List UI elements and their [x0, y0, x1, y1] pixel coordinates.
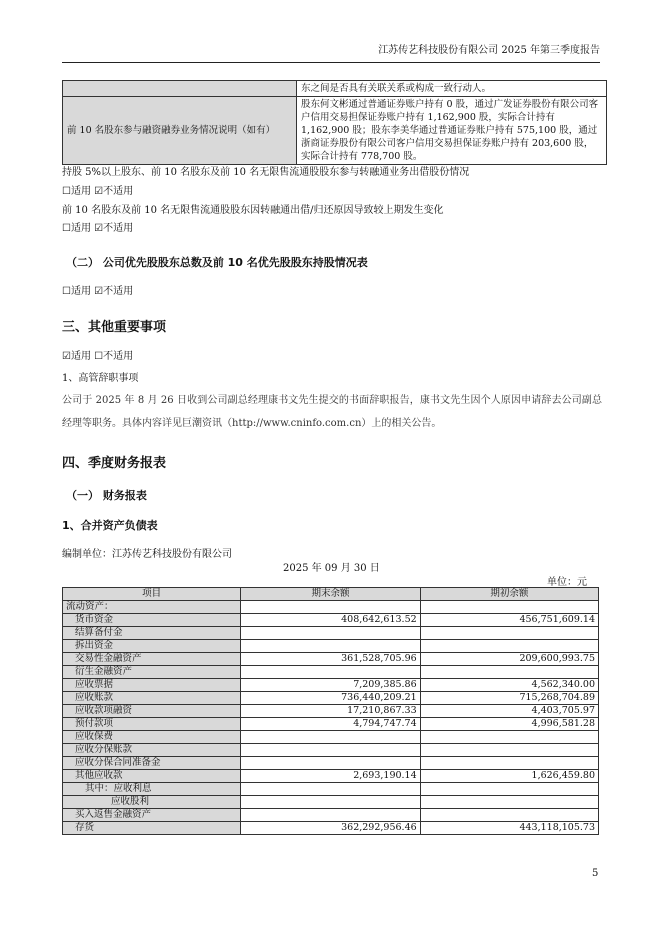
end-balance	[241, 744, 420, 757]
start-balance	[420, 796, 598, 809]
other-matters-option: ☑适用 ☐不适用	[62, 351, 134, 362]
table-row	[63, 744, 599, 757]
start-balance	[420, 731, 598, 744]
end-balance	[241, 783, 420, 796]
row-name: 应收分保账款	[63, 744, 241, 757]
start-balance: 443,118,105.73	[420, 822, 598, 835]
row-name: 流动资产：	[63, 601, 241, 614]
start-balance: 715,268,704.89	[420, 692, 598, 705]
row-name: 拆出资金	[63, 640, 241, 653]
row-name: 应收股利	[63, 796, 241, 809]
table-row	[63, 757, 599, 770]
table-row	[63, 809, 599, 822]
table-row	[63, 796, 599, 809]
end-balance: 2,693,190.14	[241, 770, 420, 783]
compiler-text: 编制单位：江苏传艺科技股份有限公司	[62, 549, 232, 560]
end-balance	[241, 796, 420, 809]
preferred-option: ☐适用 ☑不适用	[62, 286, 134, 297]
report-title: 江苏传艺科技股份有限公司 2025 年第三季度报告	[378, 45, 600, 56]
end-balance: 17,210,867.33	[241, 705, 420, 718]
loan-section-option: ☐适用 ☑不适用	[62, 186, 134, 197]
start-balance	[420, 757, 598, 770]
row-name: 存货	[63, 822, 241, 835]
row-name: 交易性金融资产	[63, 653, 241, 666]
resignation-paragraph: 公司于 2025 年 8 月 26 日收到公司副总经理康书文先生提交的书面辞职报告，康书文先生因个人原因申请辞去公司副总经理等职务。具体内容详见巨潮资讯（http://www.cninfo.com.cn）上的相关公告。	[62, 395, 602, 429]
financial-statements-heading: （一） 财务报表	[66, 489, 147, 502]
table-cell-label	[63, 81, 297, 97]
table-row	[63, 822, 599, 835]
start-balance	[420, 666, 598, 679]
table-row	[63, 627, 599, 640]
table-row	[63, 705, 599, 718]
table-row	[63, 718, 599, 731]
row-name: 买入返售金融资产	[63, 809, 241, 822]
start-balance: 456,751,609.14	[420, 614, 598, 627]
end-balance: 736,440,209.21	[241, 692, 420, 705]
row-name: 应收款项融资	[63, 705, 241, 718]
row-name: 预付款项	[63, 718, 241, 731]
balance-sheet-table	[62, 587, 599, 835]
change-section-option: ☐适用 ☑不适用	[62, 223, 134, 234]
end-balance	[241, 757, 420, 770]
row-name: 应收分保合同准备金	[63, 757, 241, 770]
loan-section-text: 持股 5%以上股东、前 10 名股东及前 10 名无限售流通股股东参与转融通业务出借股份情况	[62, 167, 470, 178]
row-name: 结算备付金	[63, 627, 241, 640]
column-header: 期末余额	[241, 588, 420, 601]
end-balance	[241, 809, 420, 822]
unit-text: 单位：元	[547, 577, 587, 588]
row-name: 应收票据	[63, 679, 241, 692]
start-balance: 209,600,993.75	[420, 653, 598, 666]
report-date: 2025 年 09 月 30 日	[283, 563, 380, 574]
other-matters-heading: 三、其他重要事项	[62, 320, 167, 335]
page-header	[62, 44, 600, 63]
end-balance	[241, 601, 420, 614]
end-balance	[241, 640, 420, 653]
table-row	[63, 81, 607, 97]
end-balance	[241, 666, 420, 679]
row-name: 应收账款	[63, 692, 241, 705]
column-header: 项目	[63, 588, 241, 601]
start-balance: 4,403,705.97	[420, 705, 598, 718]
start-balance: 4,996,581.28	[420, 718, 598, 731]
row-name: 衍生金融资产	[63, 666, 241, 679]
end-balance: 7,209,385.86	[241, 679, 420, 692]
end-balance: 408,642,613.52	[241, 614, 420, 627]
resignation-subheading: 1、高管辞职事项	[62, 373, 139, 384]
start-balance	[420, 783, 598, 796]
start-balance: 1,626,459.80	[420, 770, 598, 783]
end-balance: 361,528,705.96	[241, 653, 420, 666]
table-row	[63, 731, 599, 744]
start-balance: 4,562,340.00	[420, 679, 598, 692]
table-row	[63, 679, 599, 692]
row-name: 其中：应收利息	[63, 783, 241, 796]
row-name: 应收保费	[63, 731, 241, 744]
table-cell-value: 东之间是否具有关联关系或构成一致行动人。	[297, 81, 607, 97]
table-row	[63, 692, 599, 705]
preferred-heading: （二） 公司优先股股东总数及前 10 名优先股股东持股情况表	[66, 256, 368, 269]
start-balance	[420, 809, 598, 822]
table-header-row	[63, 588, 599, 601]
end-balance: 362,292,956.46	[241, 822, 420, 835]
balance-sheet-heading: 1、合并资产负债表	[62, 519, 158, 532]
table-row	[63, 601, 599, 614]
row-name: 其他应收款	[63, 770, 241, 783]
table-row	[63, 614, 599, 627]
page-number: 5	[592, 868, 599, 879]
table-row	[63, 97, 607, 165]
end-balance: 4,794,747.74	[241, 718, 420, 731]
margin-trading-description: 股东何文彬通过普通证券账户持有 0 股，通过广发证券股份有限公司客户信用交易担保证券账户持有 1,162,900 股，实际合计持有 1,162,900 股；股东李美华通过普通证券账户持有 575,100 股，通过浙商证券股份有限公司客户信用交易担保证券账户持有 203,600 股，实际合计持有 778,700 股。	[297, 97, 607, 165]
table-row	[63, 653, 599, 666]
shareholder-notes-table	[62, 80, 607, 165]
column-header: 期初余额	[420, 588, 598, 601]
end-balance	[241, 731, 420, 744]
margin-trading-label: 前 10 名股东参与融资融券业务情况说明（如有）	[63, 97, 297, 165]
change-section-text: 前 10 名股东及前 10 名无限售流通股股东因转融通出借/归还原因导致较上期发生变化	[62, 205, 444, 216]
table-row	[63, 770, 599, 783]
start-balance	[420, 744, 598, 757]
table-row	[63, 783, 599, 796]
table-row	[63, 666, 599, 679]
row-name: 货币资金	[63, 614, 241, 627]
financial-heading: 四、季度财务报表	[62, 456, 167, 471]
table-row	[63, 640, 599, 653]
start-balance	[420, 627, 598, 640]
start-balance	[420, 601, 598, 614]
start-balance	[420, 640, 598, 653]
end-balance	[241, 627, 420, 640]
